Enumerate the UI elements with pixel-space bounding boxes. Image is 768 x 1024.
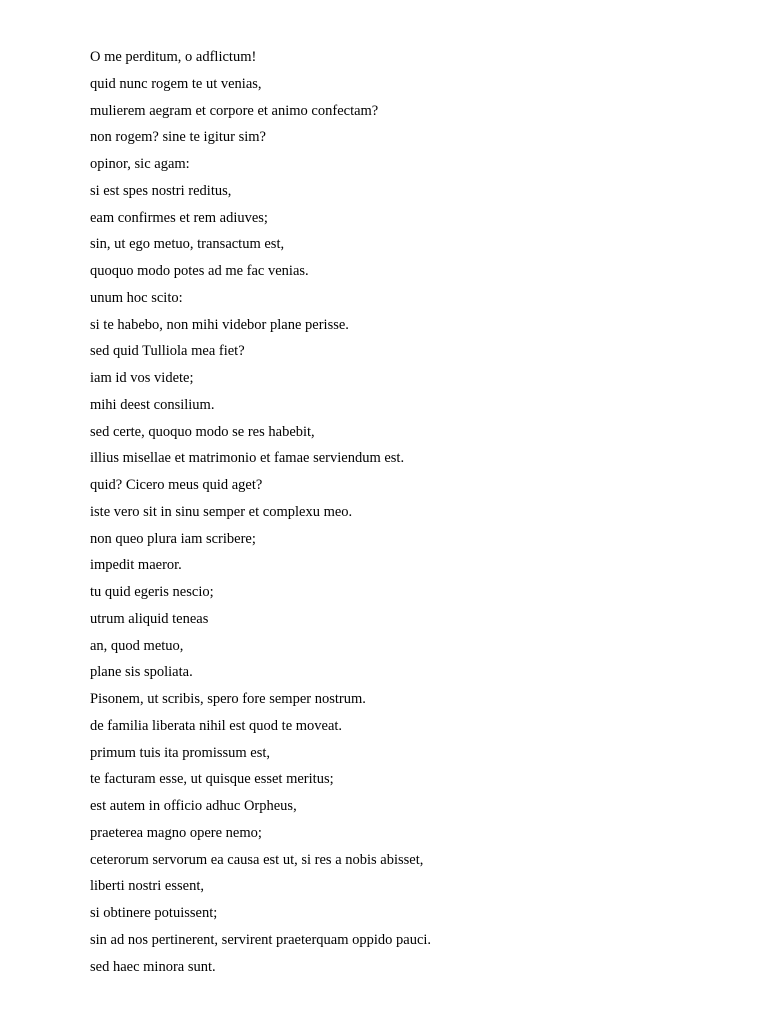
text-line: Pisonem, ut scribis, spero fore semper nostrum. xyxy=(90,691,366,707)
text-line: est autem in officio adhuc Orpheus, xyxy=(90,798,297,814)
text-line: tu quid egeris nescio; xyxy=(90,584,214,600)
text-line: sin ad nos pertinerent, servirent praeterquam oppido pauci. xyxy=(90,931,432,948)
text-line: non rogem? sine te igitur sim? xyxy=(90,129,266,146)
text-line: sed quid Tulliola mea fiet? xyxy=(90,343,245,360)
text-line: opinor, sic agam: xyxy=(90,156,190,172)
text-line: ceterorum servorum ea causa est ut, si res a nobis abisset, xyxy=(90,851,424,868)
text-line: praeterea magno opere nemo; xyxy=(90,824,262,841)
text-line: eam confirmes et rem adiuves; xyxy=(90,209,268,226)
text-line: primum tuis ita promissum est, xyxy=(90,744,271,761)
text-line: sin, ut ego metuo, transactum est, xyxy=(90,236,285,253)
text-line: iste vero sit in sinu semper et complexu meo. xyxy=(90,503,353,520)
text-block xyxy=(90,44,431,980)
text-line: an, quod metuo, xyxy=(90,637,184,654)
text-line: si est spes nostri reditus, xyxy=(90,182,232,199)
text-line: mihi deest consilium. xyxy=(90,396,215,413)
text-line: illius misellae et matrimonio et famae serviendum est. xyxy=(90,450,405,467)
text-line: plane sis spoliata. xyxy=(90,664,193,681)
text-line: utrum aliquid teneas xyxy=(90,610,209,627)
text-line: quid nunc rogem te ut venias, xyxy=(90,75,262,92)
text-line: sed haec minora sunt. xyxy=(90,958,216,975)
text-line: non queo plura iam scribere; xyxy=(90,530,256,547)
text-line: quoquo modo potes ad me fac venias. xyxy=(90,263,309,279)
text-line: liberti nostri essent, xyxy=(90,878,204,895)
text-line: sed certe, quoquo modo se res habebit, xyxy=(90,423,315,440)
text-line: te facturam esse, ut quisque esset meritus; xyxy=(90,771,334,788)
text-line: si te habebo, non mihi videbor plane perisse. xyxy=(90,316,349,333)
text-line: unum hoc scito: xyxy=(90,289,183,306)
text-line: de familia liberata nihil est quod te moveat. xyxy=(90,717,343,734)
text-line: O me perditum, o adflictum! xyxy=(90,49,257,65)
text-line: si obtinere potuissent; xyxy=(90,905,218,921)
text-line: iam id vos videte; xyxy=(90,370,194,386)
text-line: quid? Cicero meus quid aget? xyxy=(90,477,263,493)
text-line: impedit maeror. xyxy=(90,557,182,574)
text-line: mulierem aegram et corpore et animo confectam? xyxy=(90,102,379,119)
